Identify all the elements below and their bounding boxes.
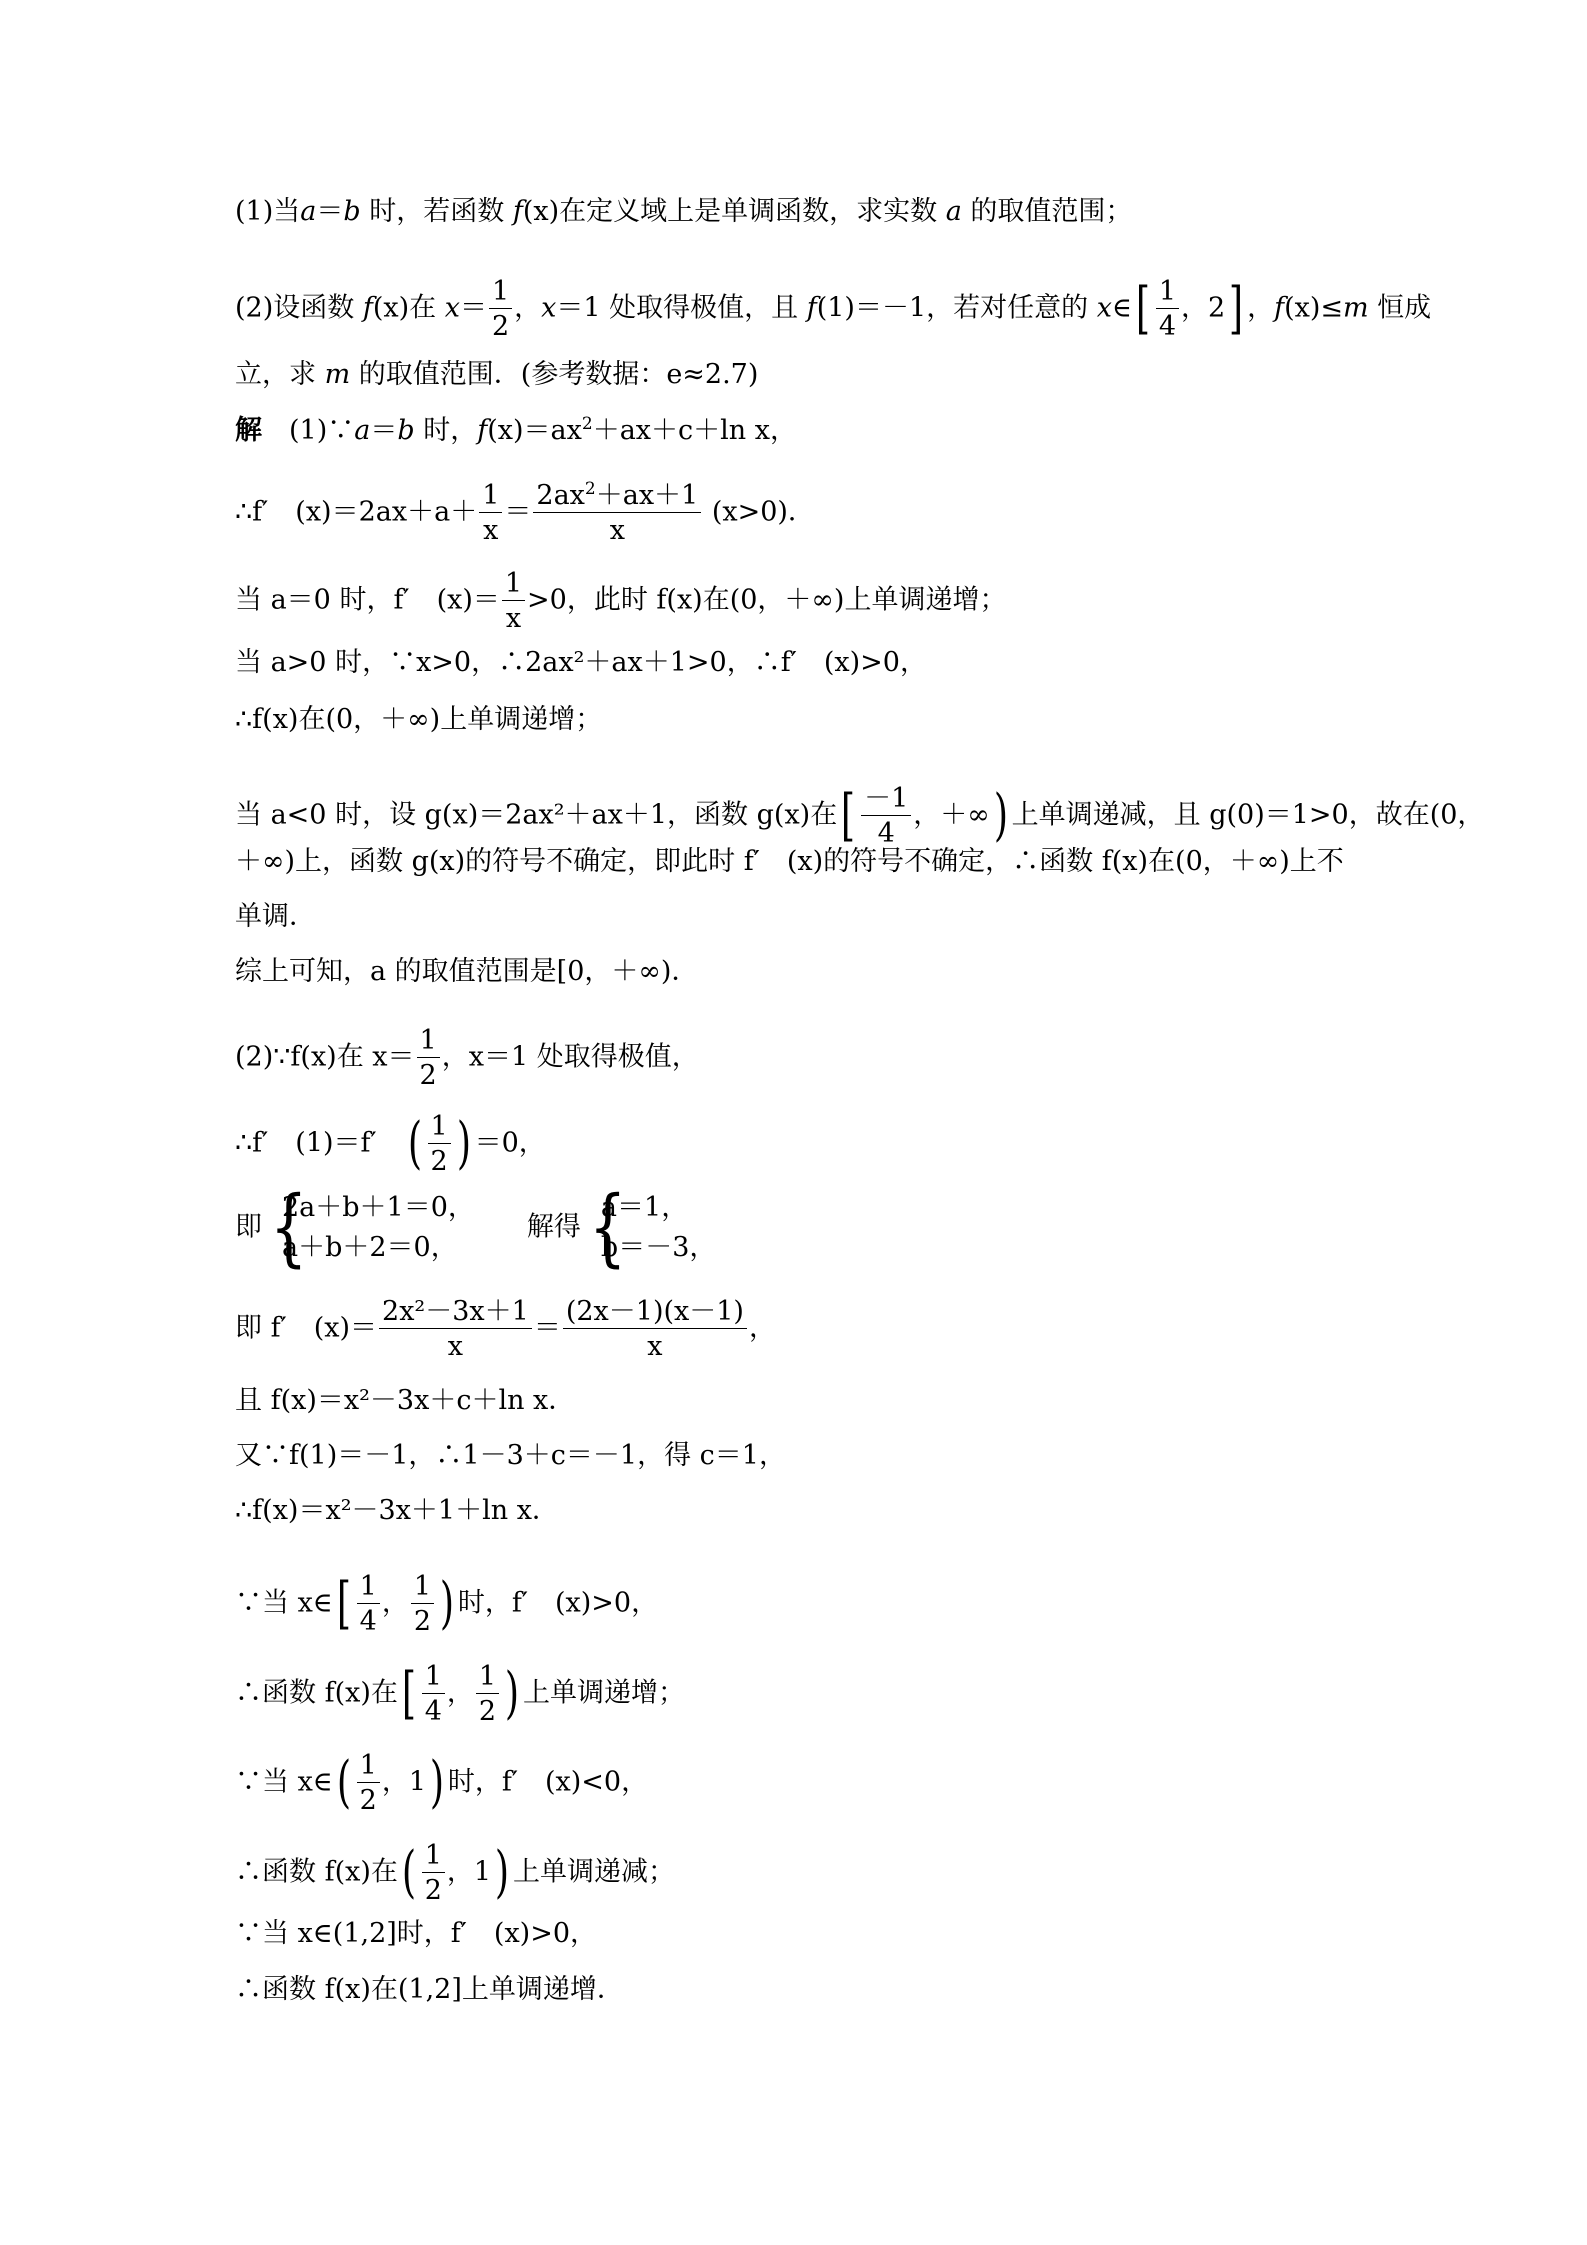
text: ＝ bbox=[316, 196, 344, 227]
var-x: x bbox=[444, 292, 460, 324]
solution-line-2 bbox=[235, 479, 815, 546]
right-bracket: ] bbox=[1229, 276, 1244, 341]
text: ＋ax＋1 bbox=[595, 480, 699, 511]
numerator: 2x²－3x＋1 bbox=[379, 1298, 532, 1329]
solution-line-3 bbox=[235, 570, 1006, 632]
var-x: x bbox=[541, 292, 557, 324]
fraction bbox=[417, 1027, 440, 1089]
superscript: 2 bbox=[584, 479, 596, 499]
text: (1)＝－1，若对任意的 bbox=[816, 292, 1097, 324]
solution-line-1 bbox=[235, 411, 797, 451]
text: ， bbox=[514, 292, 542, 324]
numerator: 1 bbox=[422, 1663, 445, 1694]
solution-line-20 bbox=[235, 1842, 675, 1904]
text: 解得 bbox=[526, 1211, 581, 1243]
equation: a＋b＋2＝0， bbox=[282, 1232, 458, 1263]
text: 上单调递减，且 g(0)＝1>0，故在(0， bbox=[1011, 799, 1485, 831]
numerator: 1 bbox=[417, 1027, 440, 1058]
denominator: 2 bbox=[424, 1875, 442, 1906]
fraction bbox=[479, 482, 502, 544]
text: 即 bbox=[235, 1211, 262, 1243]
solution-line-11 bbox=[235, 1113, 546, 1175]
text: ＝1 处取得极值，且 bbox=[556, 292, 807, 324]
denominator: x bbox=[483, 515, 499, 546]
equation-system bbox=[266, 1177, 475, 1276]
numerator: －1 bbox=[861, 785, 911, 816]
text: ∴函数 f(x)在 bbox=[235, 1856, 398, 1888]
right-paren: ) bbox=[439, 1571, 455, 1636]
problem-part-2-cont bbox=[235, 355, 758, 395]
numerator: 1 bbox=[428, 1113, 451, 1144]
denominator: x bbox=[647, 1331, 663, 1362]
numerator: 1 bbox=[476, 1663, 499, 1694]
solution-line-21: ∵当 x∈(1,2]时，f′ (x)>0， bbox=[235, 1918, 598, 1949]
fraction bbox=[533, 479, 701, 546]
right-paren: ) bbox=[504, 1661, 520, 1726]
brace-icon: { bbox=[270, 1177, 308, 1276]
left-paren: ( bbox=[401, 1840, 416, 1905]
text: ∵当 x∈ bbox=[235, 1587, 333, 1619]
text: ，＋∞ bbox=[913, 799, 990, 831]
numerator: 1 bbox=[357, 1752, 380, 1783]
denominator: 4 bbox=[424, 1696, 442, 1727]
text: ， bbox=[381, 1587, 409, 1619]
text: ∈ bbox=[1111, 292, 1132, 324]
text: ＝ bbox=[504, 496, 532, 528]
var-a: a bbox=[354, 415, 371, 446]
text: ＋ax＋c＋ln x， bbox=[592, 415, 797, 446]
text: 时，f′ (x)>0， bbox=[457, 1587, 659, 1619]
solution-line-14: 且 f(x)＝x²－3x＋c＋ln x． bbox=[235, 1385, 576, 1416]
denominator: 4 bbox=[359, 1606, 377, 1637]
solution-system bbox=[585, 1177, 717, 1276]
numerator: 1 bbox=[422, 1842, 445, 1873]
text: (1)当 bbox=[235, 196, 301, 227]
text: ，2 bbox=[1181, 292, 1226, 324]
text: 时，f′ (x)<0， bbox=[447, 1766, 649, 1798]
left-bracket: [ bbox=[401, 1661, 416, 1726]
text: 上单调递减； bbox=[512, 1856, 675, 1888]
fraction bbox=[1156, 278, 1179, 340]
solution-line-15: 又∵f(1)＝－1，∴1－3＋c＝－1，得 c＝1， bbox=[235, 1440, 786, 1471]
denominator: 2 bbox=[491, 311, 510, 342]
var-f: f bbox=[806, 292, 817, 324]
solution-line-12 bbox=[235, 1177, 717, 1276]
text: ∴f′ (1)＝f′ bbox=[235, 1127, 404, 1159]
text: ， bbox=[446, 1677, 474, 1709]
var-f: f bbox=[477, 415, 488, 446]
solution-line-22: ∴函数 f(x)在(1,2]上单调递增． bbox=[235, 1974, 624, 2005]
solution-line-18 bbox=[235, 1663, 685, 1725]
numerator: 1 bbox=[357, 1573, 380, 1604]
text: (2)设函数 bbox=[235, 292, 363, 324]
text: 即 f′ (x)＝ bbox=[235, 1312, 378, 1344]
text: (x) bbox=[372, 292, 410, 324]
solution-line-6 bbox=[235, 785, 1484, 847]
solution-line-10 bbox=[235, 1027, 699, 1089]
fraction bbox=[422, 1842, 445, 1904]
text: ＝ bbox=[533, 1312, 561, 1344]
numerator: 1 bbox=[1156, 278, 1179, 309]
text: ＝ bbox=[459, 292, 487, 324]
text: (2)∵f(x)在 x＝ bbox=[235, 1041, 415, 1073]
left-paren: ( bbox=[407, 1111, 422, 1176]
var-m: m bbox=[324, 359, 351, 390]
text: (x>0)． bbox=[703, 496, 815, 528]
denominator: x bbox=[447, 1331, 464, 1362]
denominator: 4 bbox=[1158, 311, 1177, 342]
fraction bbox=[357, 1752, 380, 1814]
text: 时，若函数 bbox=[360, 196, 513, 227]
text: 上单调递增； bbox=[522, 1677, 685, 1709]
text: (x)≤ bbox=[1284, 292, 1343, 324]
text: (x)＝ax bbox=[487, 415, 582, 446]
text: 在定义域上是单调函数，求实数 bbox=[559, 196, 946, 227]
problem-part-1 bbox=[235, 192, 1132, 232]
right-bracket: ) bbox=[993, 783, 1008, 848]
numerator bbox=[533, 479, 701, 513]
equation: a＝1， bbox=[600, 1192, 689, 1223]
var-x: x bbox=[1096, 292, 1112, 324]
text: >0，此时 f(x)在(0，＋∞)上单调递增； bbox=[527, 584, 1007, 616]
text: ＝0， bbox=[474, 1127, 546, 1159]
solution-line-4: 当 a>0 时，∵x>0，∴2ax²＋ax＋1>0，∴f′ (x)>0， bbox=[235, 647, 927, 678]
fraction bbox=[428, 1113, 451, 1175]
fraction bbox=[422, 1663, 445, 1725]
solution-line-5: ∴f(x)在(0，＋∞)上单调递增； bbox=[235, 704, 603, 735]
text: ∴f′ (x)＝2ax＋a＋ bbox=[235, 496, 478, 528]
text: ＝ bbox=[370, 415, 398, 446]
solution-line-9: 综上可知，a 的取值范围是[0，＋∞)． bbox=[235, 956, 699, 987]
text: 时， bbox=[414, 415, 478, 446]
left-bracket: [ bbox=[1135, 276, 1151, 341]
text: ，x＝1 处取得极值， bbox=[441, 1041, 699, 1073]
fraction bbox=[502, 570, 525, 632]
denominator: 2 bbox=[359, 1785, 377, 1816]
text: ， bbox=[748, 1312, 776, 1344]
denominator: 4 bbox=[877, 818, 895, 849]
solution-line-7: ＋∞)上，函数 g(x)的符号不确定，即此时 f′ (x)的符号不确定，∴函数 f(x)在(0，＋∞)上不 bbox=[235, 846, 1344, 877]
solution-label: 解 bbox=[235, 415, 262, 446]
right-paren: ) bbox=[456, 1111, 471, 1176]
fraction bbox=[861, 785, 911, 847]
solution-line-8: 单调． bbox=[235, 901, 316, 932]
var-a: a bbox=[945, 196, 962, 227]
text: 立，求 bbox=[235, 359, 325, 390]
text: 当 a＝0 时，f′ (x)＝ bbox=[235, 584, 500, 616]
denominator: x bbox=[505, 603, 522, 634]
text: ∵当 x∈ bbox=[235, 1766, 333, 1798]
var-f: f bbox=[512, 196, 523, 227]
fraction bbox=[411, 1573, 434, 1635]
var-f: f bbox=[362, 292, 373, 324]
text: 的取值范围．(参考数据：e≈2.7) bbox=[350, 359, 759, 390]
fraction bbox=[357, 1573, 380, 1635]
text: 恒成 bbox=[1368, 292, 1432, 324]
fraction bbox=[379, 1298, 532, 1360]
text: ∴函数 f(x)在 bbox=[235, 1677, 398, 1709]
numerator: (2x－1)(x－1) bbox=[563, 1298, 747, 1329]
text: 在 bbox=[409, 292, 445, 324]
var-m: m bbox=[1342, 292, 1369, 324]
solution-line-13 bbox=[235, 1298, 776, 1360]
numerator: 1 bbox=[489, 278, 512, 309]
text: 的取值范围； bbox=[961, 196, 1133, 227]
fraction bbox=[563, 1298, 747, 1360]
superscript: 2 bbox=[581, 414, 593, 434]
brace-icon: { bbox=[588, 1177, 627, 1276]
denominator: x bbox=[609, 515, 625, 546]
var-a: a bbox=[300, 196, 317, 227]
solution-line-16: ∴f(x)＝x²－3x＋1＋ln x． bbox=[235, 1495, 559, 1526]
problem-part-2 bbox=[235, 278, 1431, 340]
numerator: 1 bbox=[502, 570, 525, 601]
var-f: f bbox=[1274, 292, 1285, 324]
fraction bbox=[476, 1663, 499, 1725]
denominator: 2 bbox=[430, 1146, 448, 1177]
right-paren: ) bbox=[494, 1840, 510, 1905]
solution-line-19 bbox=[235, 1752, 648, 1814]
denominator: 2 bbox=[419, 1060, 437, 1091]
text: ， bbox=[1247, 292, 1275, 324]
denominator: 2 bbox=[478, 1696, 497, 1727]
right-paren: ) bbox=[429, 1750, 445, 1815]
text: (1)∵ bbox=[262, 415, 355, 446]
fraction bbox=[489, 278, 512, 340]
text: 2ax bbox=[536, 480, 585, 511]
equation: 2a＋b＋1＝0， bbox=[282, 1192, 475, 1223]
left-bracket: [ bbox=[841, 783, 856, 848]
denominator: 2 bbox=[413, 1606, 432, 1637]
var-b: b bbox=[343, 196, 361, 227]
text: ，1 bbox=[446, 1856, 492, 1888]
solution-line-17 bbox=[235, 1573, 658, 1635]
var-b: b bbox=[397, 415, 415, 446]
left-bracket: [ bbox=[336, 1571, 351, 1636]
numerator: 1 bbox=[479, 482, 502, 513]
left-paren: ( bbox=[336, 1750, 351, 1815]
text: (x) bbox=[522, 196, 560, 227]
numerator: 1 bbox=[411, 1573, 434, 1604]
equation: b＝－3， bbox=[600, 1232, 717, 1263]
text: ，1 bbox=[381, 1766, 427, 1798]
text: 当 a<0 时，设 g(x)＝2ax²＋ax＋1，函数 g(x)在 bbox=[235, 799, 838, 831]
